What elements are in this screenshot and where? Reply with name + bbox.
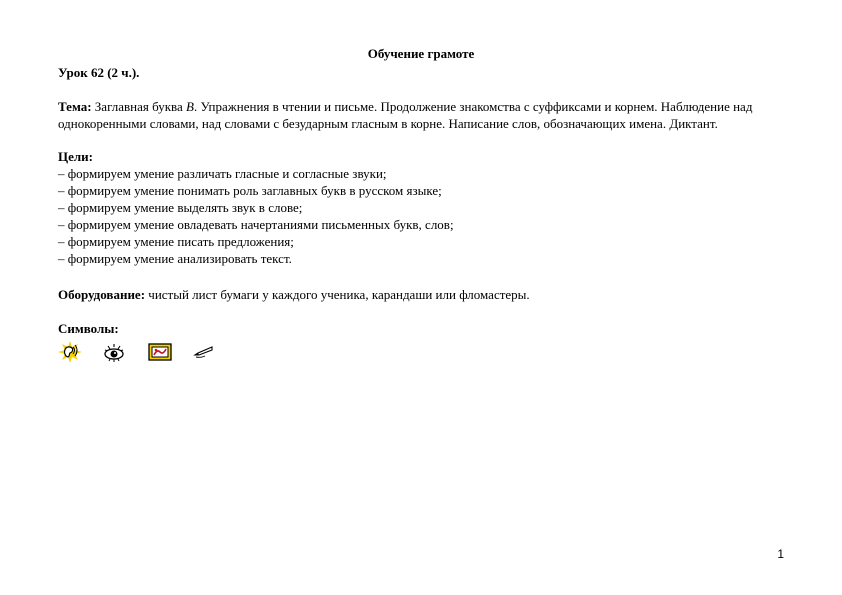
equipment-text: чистый лист бумаги у каждого ученика, карандаши или фломастеры.	[145, 287, 530, 302]
lesson-number: Урок 62 (2 ч.).	[58, 65, 140, 80]
symbols-heading: Символы:	[58, 321, 119, 336]
topic-text-after: . Упражнения в чтении и письме. Продолжение знакомства с суффиксами и корнем. Наблюдение над однокоренными словами, над словами с безударным гласным в корне. Написание слов, обозначающих имена. Диктант.	[58, 99, 753, 131]
topic-text-before: Заглавная буква	[91, 99, 187, 114]
document-page	[58, 0, 798, 595]
topic-letter: В	[186, 99, 194, 114]
topic-label: Тема:	[58, 99, 92, 114]
goal-item: – формируем умение писать предложения;	[58, 234, 294, 249]
pencil-icon	[191, 341, 215, 363]
speaking-ear-icon	[58, 341, 82, 363]
goals-heading: Цели:	[58, 149, 93, 164]
goals-list	[58, 165, 454, 267]
eye-icon	[102, 341, 126, 363]
goal-item: – формируем умение анализировать текст.	[58, 251, 292, 266]
document-title: Обучение грамоте	[367, 46, 475, 61]
equipment-paragraph	[58, 286, 530, 303]
page-number: 1	[777, 547, 784, 561]
equipment-label: Оборудование:	[58, 287, 146, 302]
picture-frame-icon	[148, 341, 172, 363]
goal-item: – формируем умение понимать роль заглавных букв в русском языке;	[58, 183, 442, 198]
goal-item: – формируем умение выделять звук в слове;	[58, 200, 303, 215]
goal-item: – формируем умение различать гласные и согласные звуки;	[58, 166, 387, 181]
topic-paragraph	[58, 98, 790, 132]
goal-item: – формируем умение овладевать начертаниями письменных букв, слов;	[58, 217, 454, 232]
